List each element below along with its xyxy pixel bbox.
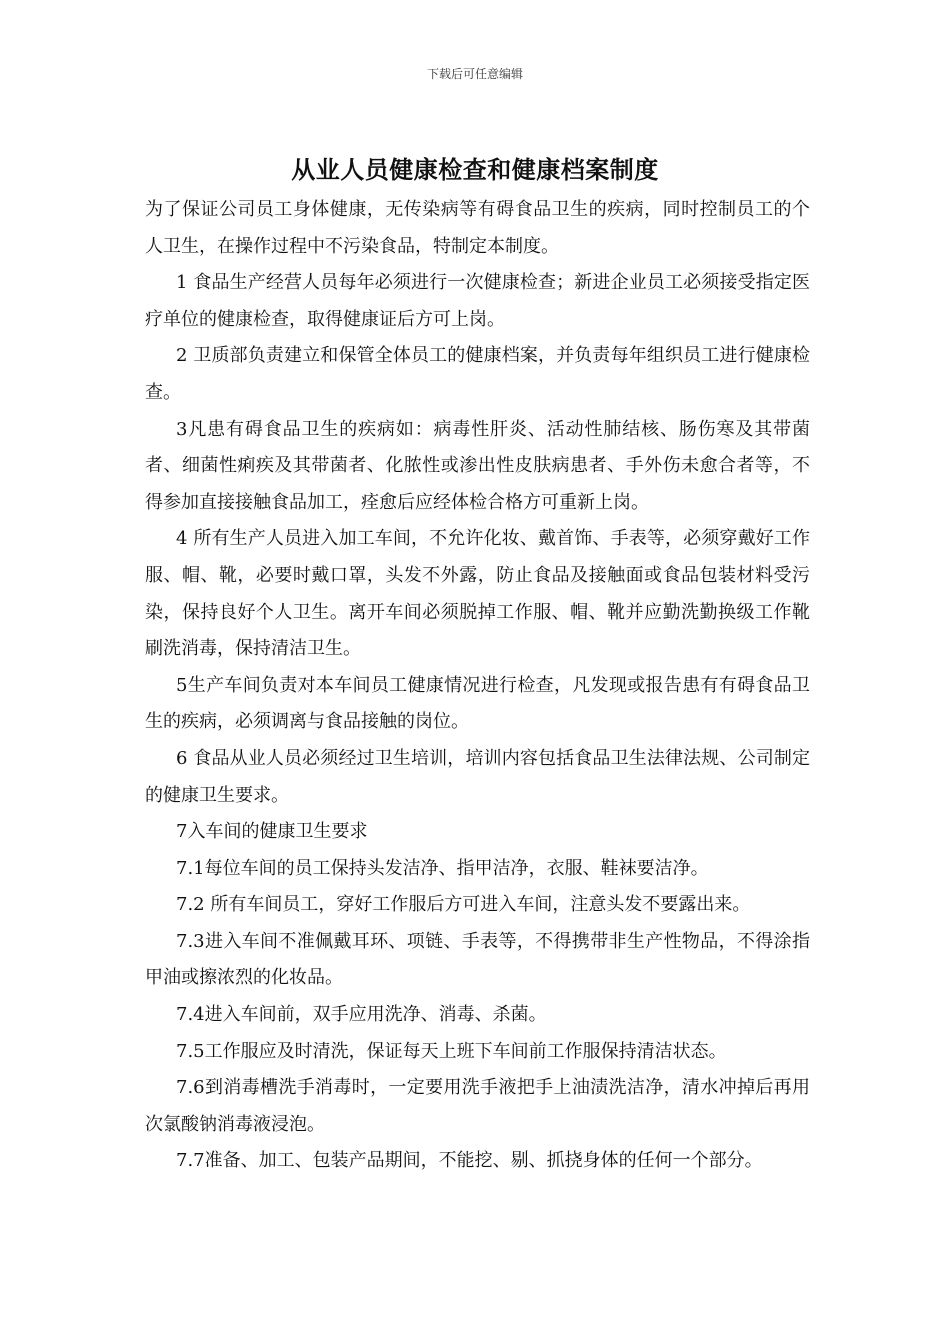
clause-7-7: 7.7准备、加工、包装产品期间，不能挖、剔、抓挠身体的任何一个部分。: [176, 1150, 763, 1172]
clause-5: 5生产车间负责对本车间员工健康情况进行检查，凡发现或报告患有有碍食品卫生的疾病，必须调离与食品接触的岗位。: [145, 674, 810, 733]
clause-7-6: 7.6到消毒槽洗手消毒时，一定要用洗手液把手上油渍洗洁净，清水冲掉后再用次氯酸钠消毒液浸泡。: [145, 1077, 810, 1135]
clause-3: 3凡患有碍食品卫生的疾病如：病毒性肝炎、活动性肺结核、肠伤寒及其带菌者、细菌性痢疾及其带菌者、化脓性或渗出性皮肤病患者、手外伤未愈合者等，不得参加直接接触食品加工，痊愈后应经体检合格方可重新上岗。: [145, 418, 810, 513]
clause-7-4: 7.4进入车间前，双手应用洗净、消毒、杀菌。: [176, 1004, 547, 1026]
clause-7-1: 7.1每位车间的员工保持头发洁净、指甲洁净，衣服、鞋袜要洁净。: [176, 857, 709, 879]
clause-2: 2 卫质部负责建立和保管全体员工的健康档案，并负责每年组织员工进行健康检查。: [145, 345, 810, 403]
document-title: 从业人员健康检查和健康档案制度: [291, 156, 659, 184]
header-note: 下载后可任意编辑: [426, 67, 523, 81]
clause-1: 1 食品生产经营人员每年必须进行一次健康检查；新进企业员工必须接受指定医疗单位的健康检查，取得健康证后方可上岗。: [145, 272, 810, 330]
document-body: [145, 192, 810, 1180]
clause-7-3: 7.3进入车间不准佩戴耳环、项链、手表等，不得携带非生产性物品，不得涂指甲油或擦浓烈的化妆品。: [145, 930, 810, 989]
clause-4: 4 所有生产人员进入加工车间，不允许化妆、戴首饰、手表等，必须穿戴好工作服、帽、靴，必要时戴口罩，头发不外露，防止食品及接触面或食品包装材料受污染，保持良好个人卫生。离开车间必须脱掉工作服、帽、靴并应勤洗勤换级工作靴刷洗消毒，保持清洁卫生。: [145, 528, 810, 660]
clause-6: 6 食品从业人员必须经过卫生培训，培训内容包括食品卫生法律法规、公司制定的健康卫生要求。: [145, 747, 810, 806]
clause-7-heading: 7入车间的健康卫生要求: [176, 821, 368, 843]
clause-7-2: 7.2 所有车间员工，穿好工作服后方可进入车间，注意头发不要露出来。: [176, 894, 751, 916]
clause-7-5: 7.5工作服应及时清洗，保证每天上班下车间前工作服保持清洁状态。: [176, 1040, 727, 1062]
intro-paragraph: 为了保证公司员工身体健康，无传染病等有碍食品卫生的疾病，同时控制员工的个人卫生，在操作过程中不污染食品，特制定本制度。: [145, 199, 810, 257]
